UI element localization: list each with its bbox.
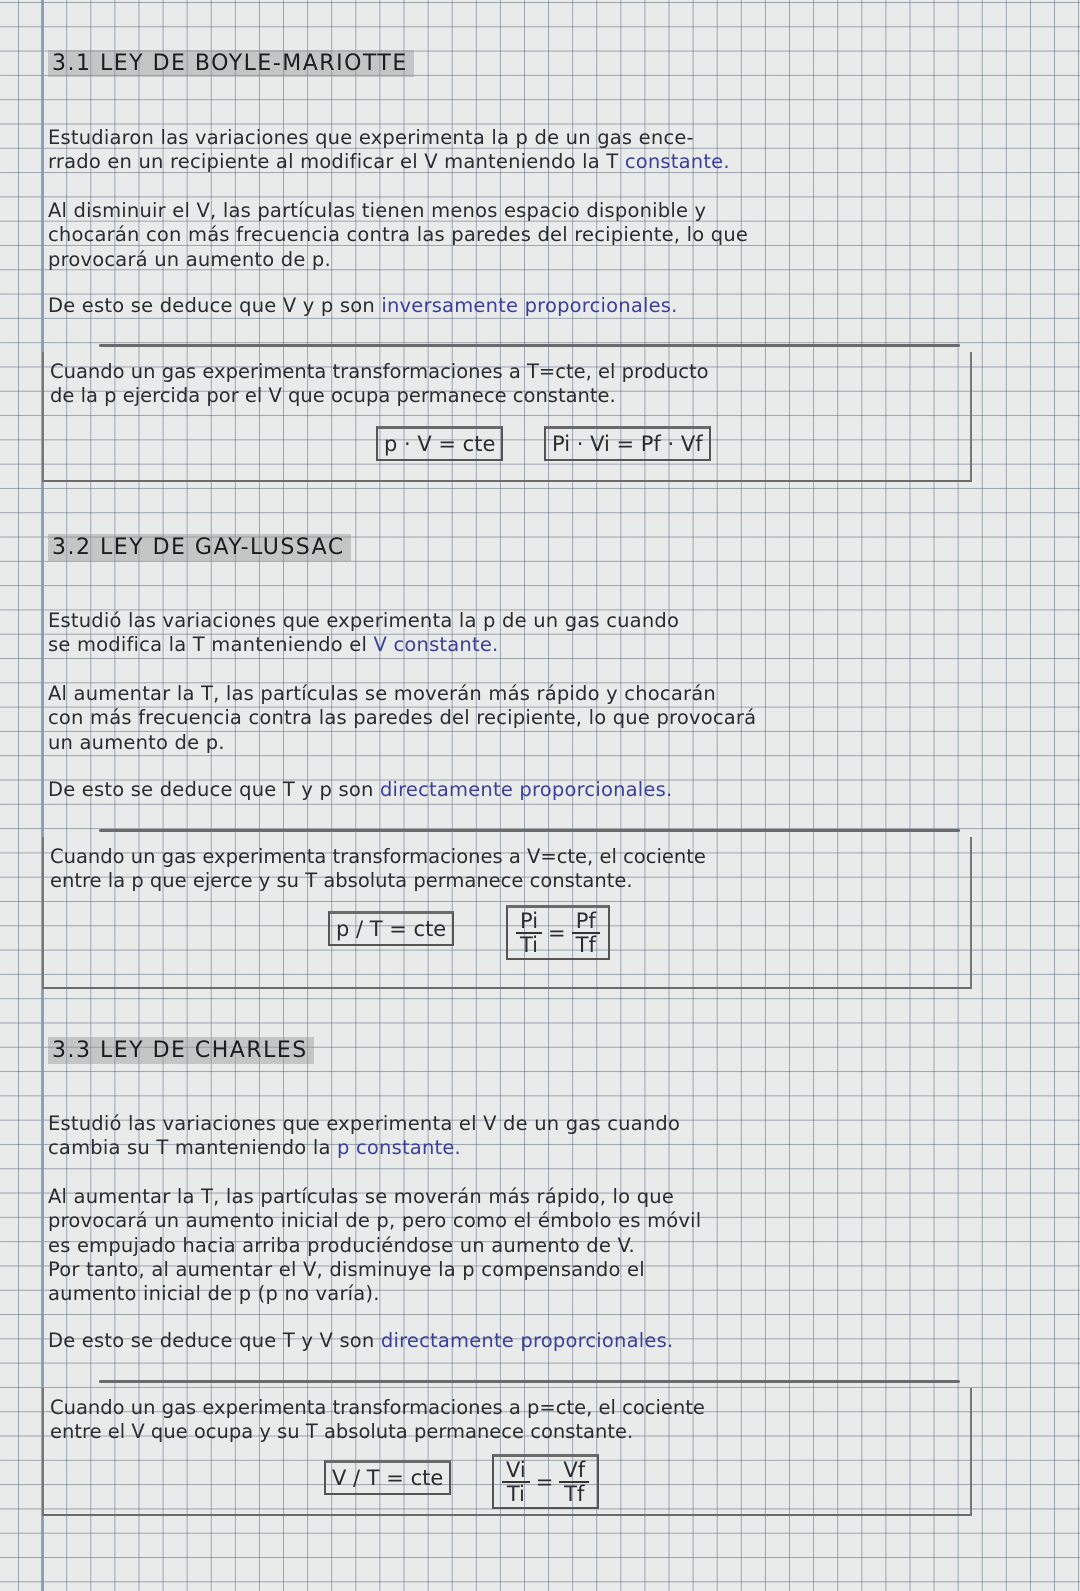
fraction-denominator: Tf — [575, 933, 596, 957]
gay-lussac-intro-line-2-text: se modifica la T manteniendo el — [48, 633, 374, 657]
boyle-intro — [48, 126, 968, 175]
charles-intro-line-2 — [48, 1136, 968, 1160]
boyle-law-line-1: Cuando un gas experimenta transformaciones a T=cte, el producto — [50, 360, 709, 383]
gay-lussac-intro-line-2 — [48, 633, 968, 657]
equals-sign: = — [548, 921, 566, 945]
charles-formula-v-over-t: V / T = cte — [324, 1460, 451, 1495]
charles-explanation-line-4: Por tanto, al aumentar el V, disminuye la p compensando el — [48, 1257, 645, 1281]
gay-lussac-conclusion-highlight: directamente proporcionales. — [379, 778, 673, 801]
charles-conclusion-highlight: directamente proporcionales. — [380, 1329, 674, 1352]
charles-law-box — [42, 1388, 972, 1516]
charles-law-line-1: Cuando un gas experimenta transformaciones a p=cte, el cociente — [50, 1396, 705, 1419]
gay-lussac-conclusion-text: De esto se deduce que T y p son — [48, 778, 380, 801]
box-top-rule — [99, 344, 960, 347]
section-heading-charles: 3.3 LEY DE CHARLES — [48, 1037, 314, 1064]
charles-explanation — [48, 1185, 968, 1306]
section-heading-boyle-mariotte: 3.1 LEY DE BOYLE-MARIOTTE — [48, 50, 414, 77]
charles-intro-highlight: p constante. — [337, 1136, 461, 1160]
boyle-formula-initial-final: Pi · Vi = Pf · Vf — [544, 426, 711, 461]
gay-lussac-intro-highlight: V constante. — [373, 633, 499, 657]
gay-lussac-conclusion — [48, 778, 968, 802]
boyle-intro-line-2-text: rrado en un recipiente al modificar el V manteniendo la T — [48, 150, 625, 174]
charles-intro — [48, 1112, 968, 1161]
fraction-denominator: Tf — [564, 1482, 585, 1506]
boyle-intro-highlight: constante. — [624, 150, 730, 174]
charles-conclusion — [48, 1329, 968, 1353]
box-top-rule — [99, 1380, 960, 1383]
fraction-right — [572, 910, 600, 956]
fraction-right — [559, 1459, 589, 1505]
boyle-conclusion — [48, 294, 968, 318]
boyle-law-statement — [50, 360, 960, 409]
gay-lussac-explanation — [48, 682, 968, 755]
charles-explanation-line-1: Al aumentar la T, las partículas se moverán más rápido, lo que — [48, 1185, 675, 1208]
gay-lussac-explanation-line-1: Al aumentar la T, las partículas se moverán más rápido y chocarán — [48, 682, 716, 705]
gay-lussac-intro — [48, 609, 968, 658]
charles-explanation-line-2: provocará un aumento inicial de p, pero como el émbolo es móvil — [48, 1209, 702, 1233]
boyle-intro-line-1: Estudiaron las variaciones que experimenta la p de un gas ence- — [48, 126, 694, 149]
gay-lussac-formula-fraction — [506, 905, 610, 960]
charles-explanation-line-5: aumento inicial de p (p no varía). — [48, 1282, 380, 1306]
gay-lussac-explanation-line-2: con más frecuencia contra las paredes del recipiente, lo que provocará — [48, 706, 757, 730]
boyle-conclusion-highlight: inversamente proporcionales. — [381, 294, 678, 317]
boyle-intro-line-2 — [48, 150, 968, 174]
box-top-rule — [99, 829, 960, 832]
fraction-numerator: Vf — [559, 1459, 589, 1483]
charles-law-line-2: entre el V que ocupa y su T absoluta permanece constante. — [50, 1420, 634, 1444]
equals-sign: = — [535, 1470, 554, 1494]
boyle-explanation-line-3: provocará un aumento de p. — [48, 247, 331, 271]
section-heading-gay-lussac: 3.2 LEY DE GAY-LUSSAC — [48, 534, 351, 561]
gay-lussac-law-statement — [50, 845, 960, 894]
charles-intro-line-2-text: cambia su T manteniendo la — [48, 1136, 337, 1160]
fraction-numerator: Vi — [502, 1459, 530, 1483]
fraction-numerator: Pf — [572, 910, 600, 934]
boyle-law-line-2: de la p ejercida por el V que ocupa permanece constante. — [50, 384, 616, 408]
fraction-denominator: Ti — [520, 933, 539, 957]
gay-lussac-law-box — [42, 837, 972, 989]
charles-law-statement — [50, 1396, 960, 1445]
gay-lussac-law-line-2: entre la p que ejerce y su T absoluta permanece constante. — [50, 869, 633, 893]
fraction-left — [516, 910, 542, 956]
boyle-explanation — [48, 199, 968, 272]
boyle-law-box — [42, 352, 972, 482]
charles-formula-fraction — [492, 1454, 599, 1509]
fraction-denominator: Ti — [506, 1482, 525, 1506]
boyle-explanation-line-2: chocarán con más frecuencia contra las paredes del recipiente, lo que — [48, 223, 749, 247]
gay-lussac-formula-p-over-t: p / T = cte — [328, 911, 454, 946]
fraction-left — [502, 1459, 530, 1505]
fraction-numerator: Pi — [516, 910, 542, 934]
boyle-conclusion-text: De esto se deduce que V y p son — [48, 294, 382, 317]
gay-lussac-law-line-1: Cuando un gas experimenta transformaciones a V=cte, el cociente — [50, 845, 706, 868]
charles-conclusion-text: De esto se deduce que T y V son — [48, 1329, 381, 1352]
boyle-explanation-line-1: Al disminuir el V, las partículas tienen menos espacio disponible y — [48, 199, 707, 222]
charles-intro-line-1: Estudió las variaciones que experimenta el V de un gas cuando — [48, 1112, 681, 1135]
gay-lussac-explanation-line-3: un aumento de p. — [48, 730, 225, 754]
charles-explanation-line-3: es empujado hacia arriba produciéndose un aumento de V. — [48, 1233, 635, 1257]
boyle-formula-pv-cte: p · V = cte — [376, 426, 503, 461]
gay-lussac-intro-line-1: Estudió las variaciones que experimenta la p de un gas cuando — [48, 609, 680, 632]
